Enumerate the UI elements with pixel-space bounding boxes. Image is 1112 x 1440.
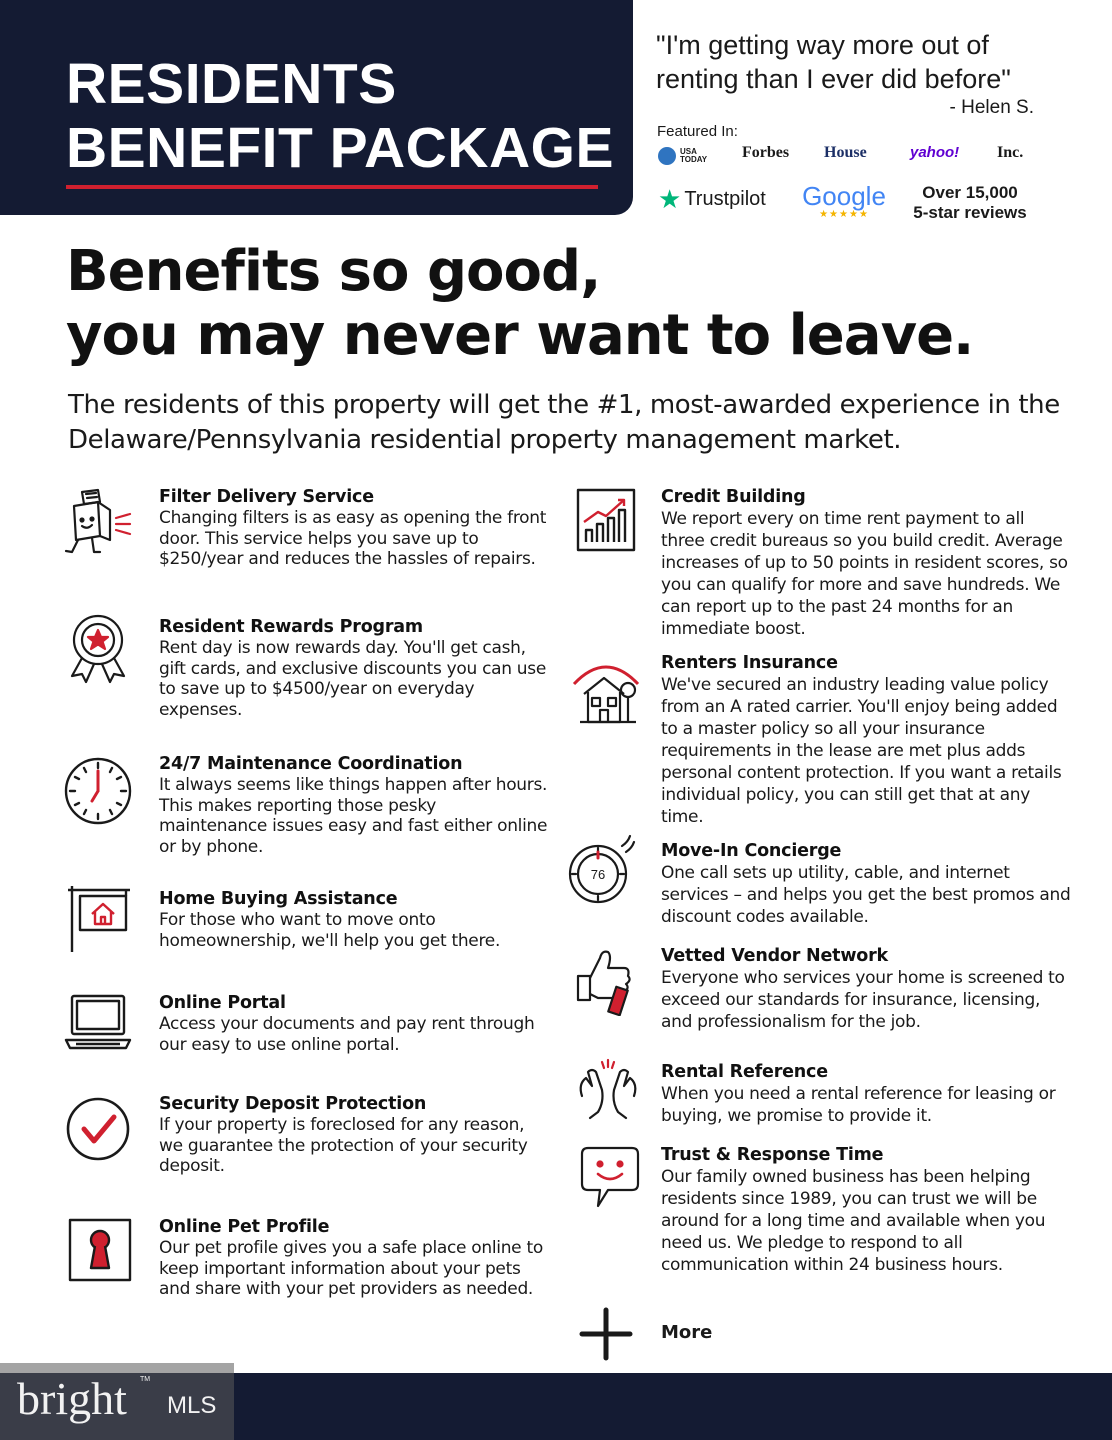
- more-link[interactable]: More: [661, 1322, 713, 1343]
- page-title: RESIDENTS BENEFIT PACKAGE: [66, 52, 614, 180]
- house-sign-icon: [62, 880, 134, 952]
- keyhole-icon: [64, 1214, 136, 1286]
- headline: Benefits so good, you may never want to leave.: [66, 239, 974, 368]
- subheadline: The residents of this property will get the #1, most-awarded experience in the Delaware/Pennsylvania residential property management market.: [68, 390, 1060, 455]
- benefit-trust-response: Trust & Response Time Our family owned business has been helping residents since 1989, you can trust we will be around for a long time and available when you need us. We pledge to respond to all communication within 24 business hours.: [661, 1145, 1046, 1275]
- thermostat-icon: [564, 834, 636, 906]
- testimonial-quote: "I'm getting way more out of renting than I ever did before": [656, 30, 1011, 94]
- benefit-resident-rewards: Resident Rewards Program Rent day is now rewards day. You'll get cash, gift cards, and exclusive discounts you can use to save up to $4500/year on everyday expenses.: [159, 617, 547, 720]
- forbes-logo: Forbes: [742, 144, 790, 161]
- this-old-house-logo: House: [824, 144, 867, 161]
- inc-logo: Inc.: [997, 144, 1024, 161]
- svg-text:76: 76: [590, 867, 606, 882]
- usa-today-logo: USA TODAY: [658, 147, 710, 165]
- reviews-count: Over 15,000 5-star reviews: [913, 183, 1027, 222]
- header-banner: [0, 0, 633, 215]
- benefit-rental-reference: Rental Reference When you need a rental reference for leasing or buying, we promise to provide it.: [661, 1062, 1056, 1126]
- google-logo: Google ★★★★★: [802, 181, 886, 220]
- high-five-icon: [572, 1056, 644, 1128]
- benefit-vetted-vendor: Vetted Vendor Network Everyone who services your home is screened to exceed our standards for insurance, licensing, and professionalism for the job.: [661, 946, 1065, 1032]
- trustpilot-star-icon: ★: [658, 184, 682, 214]
- house-umbrella-icon: [570, 654, 642, 726]
- thumbs-up-icon: [568, 944, 640, 1016]
- plus-icon[interactable]: [572, 1298, 644, 1370]
- award-ribbon-icon: [62, 612, 134, 684]
- benefit-home-buying: Home Buying Assistance For those who want to move onto homeownership, we'll help you get there.: [159, 889, 501, 951]
- google-stars: ★★★★★: [819, 209, 869, 220]
- smiley-bubble-icon: [574, 1142, 646, 1214]
- usa-today-dot-icon: [658, 147, 676, 165]
- bright-brand-text: bright: [17, 1373, 127, 1424]
- yahoo-logo: yahoo!: [910, 144, 960, 161]
- benefit-credit-building: Credit Building We report every on time rent payment to all three credit bureaus so you build credit. Average increases of up to 50 points in resident scores, so you can qualify for more and save hundreds. We can report up to the past 24 months for an immediate boost.: [661, 487, 1068, 639]
- bright-tm: TM: [140, 1376, 151, 1383]
- featured-label: Featured In:: [657, 123, 738, 140]
- benefit-security-deposit: Security Deposit Protection If your property is foreclosed for any reason, we guarantee the protection of your security deposit.: [159, 1094, 528, 1176]
- benefit-renters-insurance: Renters Insurance We've secured an industry leading value policy from an A rated carrier. You'll enjoy being added to a master policy so all your insurance requirements in the lease are met plus adds personal content protection. If you want a retails individual policy, you can still get that at any time.: [661, 653, 1062, 827]
- checkmark-circle-icon: [62, 1093, 134, 1165]
- laptop-icon: [62, 988, 134, 1060]
- benefit-maintenance: 24/7 Maintenance Coordination It always seems like things happen after hours. This makes reporting those pesky maintenance issues easy and fast either online or by phone.: [159, 754, 548, 857]
- benefit-filter-delivery: Filter Delivery Service Changing filters is as easy as opening the front door. This service helps you save up to $250/year and reduces the hassles of repairs.: [159, 487, 547, 569]
- bar-chart-icon: [570, 486, 642, 558]
- benefit-move-in-concierge: Move-In Concierge One call sets up utility, cable, and internet services – and helps you get the best promos and discount codes available.: [661, 841, 1071, 927]
- filter-box-icon: [60, 488, 132, 560]
- testimonial-author: - Helen S.: [949, 97, 1034, 118]
- trustpilot-logo: ★ Trustpilot: [658, 184, 766, 214]
- bright-mls-text: MLS: [167, 1392, 217, 1419]
- benefit-pet-profile: Online Pet Profile Our pet profile gives you a safe place online to keep important information about your pets and share with your pet providers as needed.: [159, 1217, 543, 1299]
- benefit-online-portal: Online Portal Access your documents and pay rent through our easy to use online portal.: [159, 993, 535, 1055]
- clock-icon: [62, 755, 134, 827]
- title-underline: [66, 185, 598, 189]
